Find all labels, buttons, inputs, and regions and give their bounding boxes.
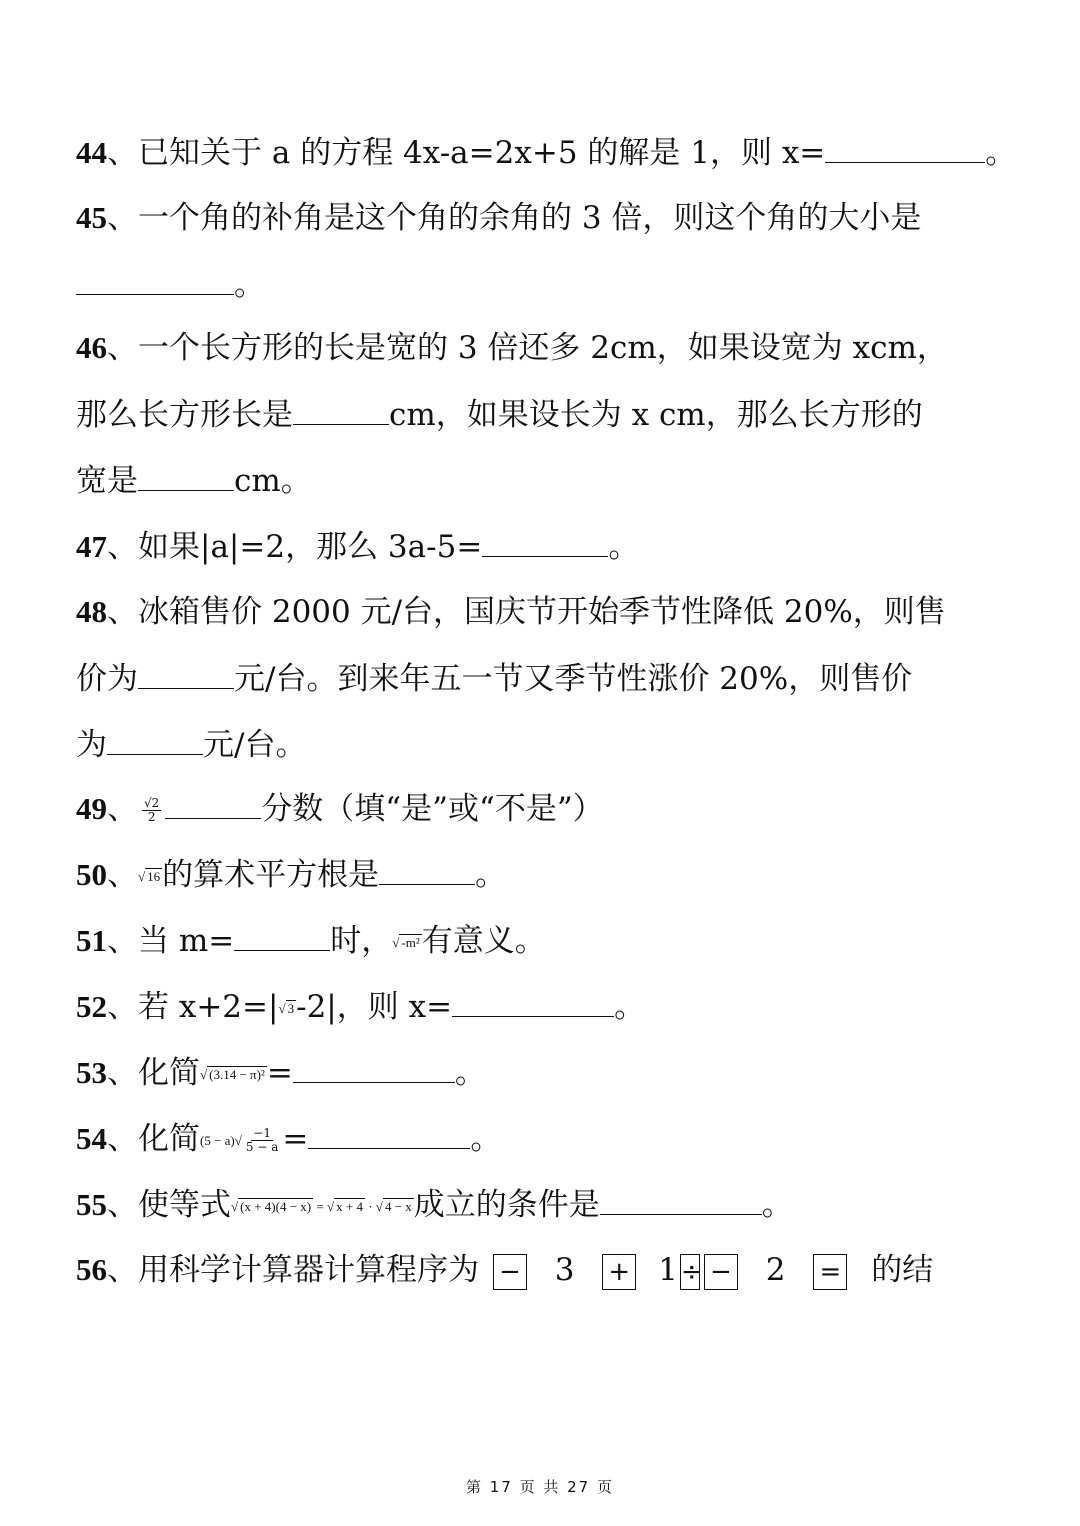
sqrt-expression: √ -m² [392, 934, 420, 950]
question-47: 47、如果|a|=2，那么 3a-5= 。 [76, 526, 956, 567]
question-52: 52、若 x+2=|√ 3-2|，则 x= 。 [76, 986, 956, 1029]
question-number: 56 [76, 1252, 107, 1287]
answer-blank[interactable] [107, 724, 203, 755]
answer-blank[interactable] [452, 986, 614, 1017]
fraction: $\frac{-1}{5 - a}$ [245, 1126, 279, 1154]
calculator-key-minus: − [704, 1254, 738, 1290]
answer-blank[interactable] [234, 920, 330, 951]
question-49: 49、 $\frac{√2}{2}$ 分数（填“是”或“不是”） [76, 788, 956, 829]
question-number: 48 [76, 594, 107, 629]
sqrt-fraction: √ [234, 1132, 242, 1148]
calculator-key-plus: + [602, 1254, 636, 1290]
question-53: 53、化简√ (3.14 − π)²= 。 [76, 1052, 956, 1095]
answer-blank[interactable] [308, 1118, 470, 1149]
answer-blank[interactable] [76, 264, 234, 295]
question-number: 51 [76, 923, 107, 958]
question-number: 44 [76, 135, 107, 170]
question-51: 51、当 m= 时，√ -m²有意义。 [76, 920, 956, 963]
question-46-line2: 那么长方形长是 cm，如果设长为 x cm，那么长方形的 [76, 394, 956, 435]
sqrt-expression: √ 3 [278, 1000, 295, 1016]
answer-blank[interactable] [293, 394, 389, 425]
question-number: 54 [76, 1121, 107, 1156]
answer-blank[interactable] [600, 1184, 762, 1215]
question-number: 45 [76, 200, 107, 235]
answer-blank[interactable] [165, 788, 261, 819]
question-number: 52 [76, 989, 107, 1024]
answer-blank[interactable] [825, 132, 985, 163]
question-48-line3: 为 元/台。 [76, 724, 956, 765]
calculator-key-divide: ÷ [680, 1254, 700, 1290]
question-number: 55 [76, 1187, 107, 1222]
coefficient: (5 − a) [200, 1132, 235, 1148]
question-46: 46、一个长方形的长是宽的 3 倍还多 2cm，如果设宽为 xcm， [76, 330, 948, 366]
answer-blank[interactable] [482, 526, 608, 557]
answer-blank[interactable] [379, 854, 475, 885]
question-46-line3: 宽是 cm。 [76, 460, 956, 501]
question-number: 49 [76, 791, 107, 826]
question-48: 48、冰箱售价 2000 元/台，国庆节开始季节性降低 20%，则售 [76, 594, 946, 630]
question-44: 44、已知关于 a 的方程 4x-a=2x+5 的解是 1，则 x= 。 [76, 132, 956, 173]
question-54: 54、化简(5 − a)√ $\frac{-1}{5 - a}$ = 。 [76, 1118, 956, 1161]
question-number: 50 [76, 857, 107, 892]
question-50: 50、√ 16的算术平方根是 。 [76, 854, 956, 897]
calculator-key-minus: − [493, 1254, 527, 1290]
question-number: 53 [76, 1055, 107, 1090]
page-footer: 第 17 页 共 27 页 [465, 1478, 614, 1496]
answer-blank[interactable] [138, 658, 234, 689]
answer-blank[interactable] [293, 1052, 455, 1083]
question-number: 47 [76, 529, 107, 564]
calculator-key-equals: = [813, 1254, 847, 1290]
question-56: 56、用科学计算器计算程序为 − 3 + 1 ÷ − 2 = 的结 [76, 1252, 934, 1288]
question-45: 45、一个角的补角是这个角的余角的 3 倍，则这个角的大小是 [76, 200, 922, 236]
sqrt-expression: √ (3.14 − π)² [200, 1066, 265, 1082]
fraction-sqrt2-over-2: $\frac{√2}{2}$ [144, 796, 160, 824]
question-48-line2: 价为 元/台。到来年五一节又季节性涨价 20%，则售价 [76, 658, 956, 699]
question-number: 46 [76, 330, 107, 365]
sqrt-expression: √ 16 [138, 868, 161, 884]
answer-blank[interactable] [138, 460, 234, 491]
question-45-cont: 。 [76, 264, 956, 305]
question-55: 55、使等式√ (x + 4)(4 − x) = √ x + 4 · √ 4 − x成立的条件是 。 [76, 1184, 956, 1227]
sqrt-expression: √ (x + 4)(4 − x) = √ x + 4 · √ 4 − x [231, 1198, 412, 1214]
